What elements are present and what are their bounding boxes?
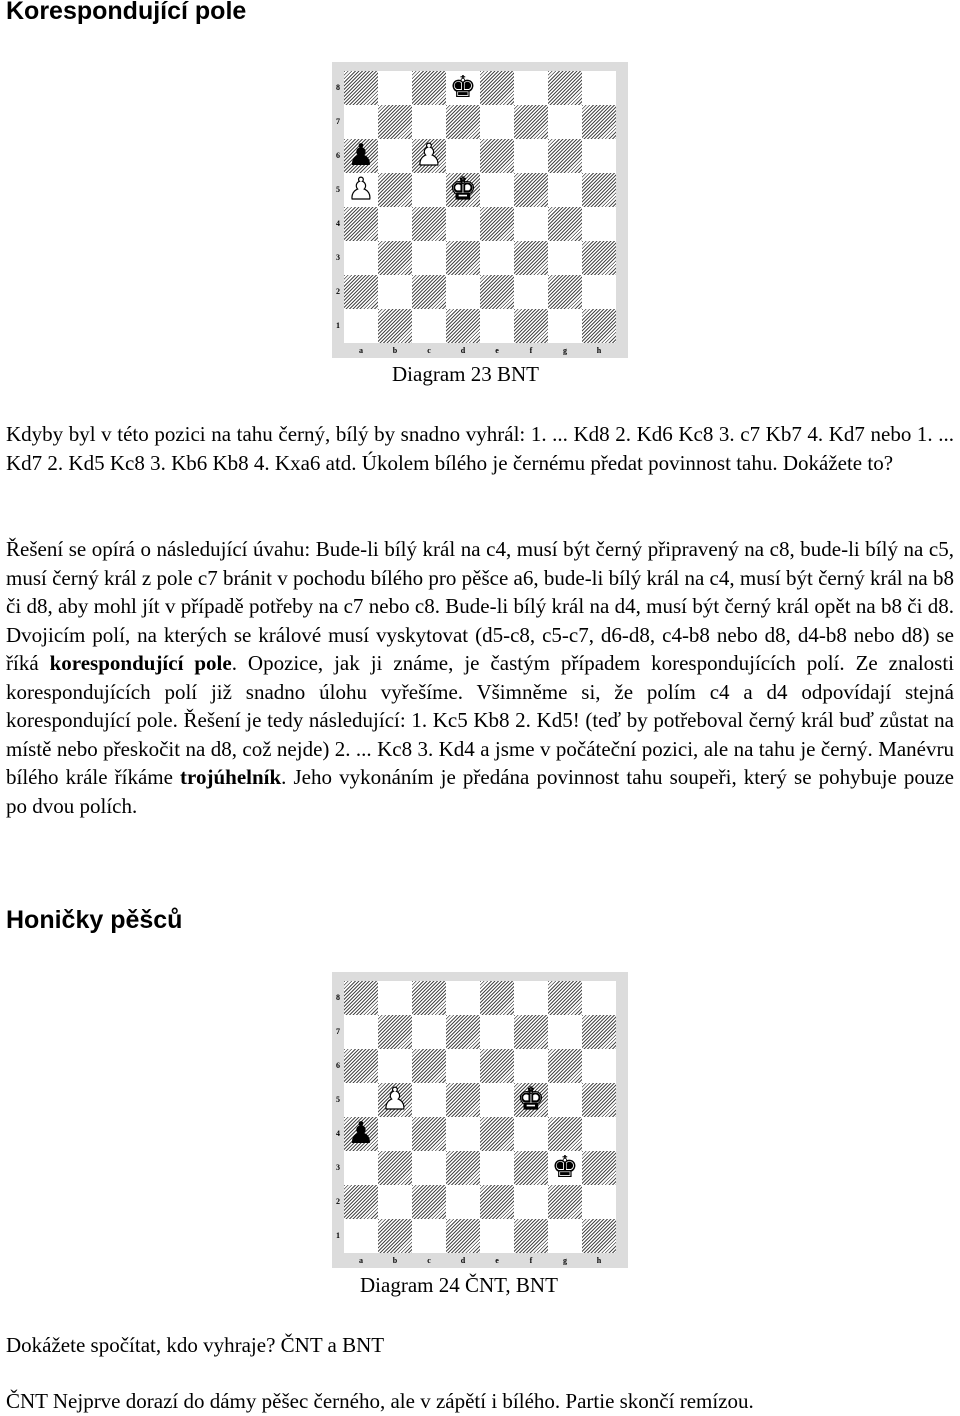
file-label: b (392, 1256, 398, 1265)
square-b1 (378, 1219, 412, 1253)
square-e7 (480, 1015, 514, 1049)
answer-text: ČNT Nejprve dorazí do dámy pěšec černého, ale v zápětí i bílého. Partie skončí remízou. (6, 1389, 754, 1413)
square-c7 (412, 1015, 446, 1049)
square-g5 (548, 1083, 582, 1117)
square-b8 (378, 981, 412, 1015)
square-d1 (446, 1219, 480, 1253)
square-g2 (548, 1185, 582, 1219)
square-a4 (344, 207, 378, 241)
square-d3 (446, 1151, 480, 1185)
square-d4 (446, 1117, 480, 1151)
square-b6 (378, 1049, 412, 1083)
square-e3 (480, 241, 514, 275)
square-h1 (582, 309, 616, 343)
square-g8 (548, 981, 582, 1015)
square-f1 (514, 1219, 548, 1253)
square-e6 (480, 1049, 514, 1083)
diagram-caption: Diagram 24 ČNT, BNT (360, 1273, 558, 1297)
file-label: a (359, 1256, 363, 1265)
term-korespondujici-pole: korespondující pole (49, 651, 232, 675)
file-label: g (563, 346, 567, 355)
rank-label: 1 (336, 1231, 340, 1240)
file-label: d (460, 346, 466, 355)
black-king-icon: ♚ (449, 70, 477, 105)
square-e5 (480, 1083, 514, 1117)
square-c3 (412, 1151, 446, 1185)
square-g4 (548, 1117, 582, 1151)
square-c4 (412, 207, 446, 241)
square-h7 (582, 1015, 616, 1049)
square-b8 (378, 71, 412, 105)
square-d7 (446, 1015, 480, 1049)
square-d7 (446, 105, 480, 139)
file-label: h (596, 346, 602, 355)
chess-board (344, 71, 616, 343)
square-h8 (582, 71, 616, 105)
square-d5 (446, 173, 480, 207)
file-label: c (427, 1256, 431, 1265)
black-pawn-icon: ♟ (347, 1116, 375, 1151)
file-label: c (427, 346, 431, 355)
black-king-icon: ♚ (551, 1150, 579, 1185)
square-a7 (344, 1015, 378, 1049)
square-h6 (582, 139, 616, 173)
square-d5 (446, 1083, 480, 1117)
square-c8 (412, 981, 446, 1015)
square-a8 (344, 71, 378, 105)
file-label: f (529, 1256, 533, 1265)
square-e1 (480, 1219, 514, 1253)
square-f5 (514, 173, 548, 207)
solution-text-2: . Opozice, jak ji známe, je častým případem korespondujících polí. Ze znalosti korespondujících polí již snadno úlohu vyřešíme. Všimněme si, že polím c4 a d4 odpovídají stejná korespondující pole. Řešení je tedy následující: 1. Kc5 Kb8 2. Kd5! (teď by potřeboval černý král buď zůstat na místě nebo přeskočit na d8, což nejde) 2. ... Kc8 3. Kd4 a jsme v počáteční pozici, ale na tahu je černý. Manévru bílého krále říkáme (6, 651, 954, 789)
rank-label: 5 (336, 185, 340, 194)
rank-label: 3 (336, 253, 340, 262)
square-d1 (446, 309, 480, 343)
rank-label: 6 (336, 1061, 340, 1070)
square-e1 (480, 309, 514, 343)
section-title-korespondujici-pole: Korespondující pole (6, 0, 247, 25)
square-h4 (582, 207, 616, 241)
square-h2 (582, 275, 616, 309)
term-trojuhelnik: trojúhelník (180, 765, 282, 789)
square-b6 (378, 139, 412, 173)
file-label: e (495, 346, 499, 355)
file-label: b (392, 346, 398, 355)
square-e6 (480, 139, 514, 173)
square-f2 (514, 275, 548, 309)
square-e3 (480, 1151, 514, 1185)
section-title-honicky-pescu: Honičky pěšců (6, 906, 183, 934)
solution-text-1: Řešení se opírá o následující úvahu: Bude-li bílý král na c4, musí být černý připravený na c8, bude-li bílý na c5, musí černý král z pole c7 bránit v pochodu bílého pro pěšce a6, bude-li bílý král na c4, musí být černý král na b8 či d8, aby mohl jít v případě potřeby na c7 nebo c8. Bude-li bílý král na d4, musí být černý král opět na b8 či d8. Dvojicím polí, na kterých se králové musí vyskytovat (d5-c8, c5-c7, d6-d8, c4-b8 nebo d8, d4-b8 nebo d8) se říká (6, 537, 954, 675)
question-text: Dokážete spočítat, kdo vyhraje? ČNT a BNT (6, 1333, 385, 1357)
square-g8 (548, 71, 582, 105)
square-h1 (582, 1219, 616, 1253)
file-label: e (495, 1256, 499, 1265)
square-d2 (446, 1185, 480, 1219)
square-g6 (548, 139, 582, 173)
chess-board (344, 981, 616, 1253)
square-c6 (412, 1049, 446, 1083)
square-a1 (344, 309, 378, 343)
square-a6 (344, 139, 378, 173)
rank-label: 2 (336, 287, 340, 296)
rank-label: 2 (336, 1197, 340, 1206)
square-f4 (514, 1117, 548, 1151)
square-g1 (548, 309, 582, 343)
solution-text-3: . Jeho vykonáním je předána povinnost tahu soupeři, který se pohybuje pouze po dvou polích. (6, 765, 954, 818)
square-h6 (582, 1049, 616, 1083)
square-e8 (480, 981, 514, 1015)
chess-diagram-24 (332, 972, 628, 1268)
chess-diagram-23 (332, 62, 628, 358)
rank-label: 8 (336, 83, 340, 92)
rank-label: 8 (336, 993, 340, 1002)
square-a6 (344, 1049, 378, 1083)
square-a5 (344, 1083, 378, 1117)
square-e2 (480, 275, 514, 309)
square-g5 (548, 173, 582, 207)
square-c1 (412, 309, 446, 343)
rank-label: 4 (336, 1129, 340, 1138)
file-label: a (359, 346, 363, 355)
square-d4 (446, 207, 480, 241)
square-f3 (514, 1151, 548, 1185)
square-g1 (548, 1219, 582, 1253)
square-f6 (514, 139, 548, 173)
square-g7 (548, 105, 582, 139)
square-c7 (412, 105, 446, 139)
square-c1 (412, 1219, 446, 1253)
black-pawn-icon: ♟ (347, 138, 375, 173)
square-d3 (446, 241, 480, 275)
square-b2 (378, 1185, 412, 1219)
rank-label: 5 (336, 1095, 340, 1104)
square-h5 (582, 1083, 616, 1117)
square-f2 (514, 1185, 548, 1219)
square-c6 (412, 139, 446, 173)
square-f5 (514, 1083, 548, 1117)
square-b7 (378, 1015, 412, 1049)
square-e4 (480, 207, 514, 241)
square-e2 (480, 1185, 514, 1219)
file-label: g (563, 1256, 567, 1265)
square-c8 (412, 71, 446, 105)
square-f4 (514, 207, 548, 241)
square-e4 (480, 1117, 514, 1151)
square-e7 (480, 105, 514, 139)
square-b1 (378, 309, 412, 343)
diagram-caption: Diagram 23 BNT (392, 362, 539, 386)
square-h8 (582, 981, 616, 1015)
square-b3 (378, 241, 412, 275)
square-g3 (548, 1151, 582, 1185)
square-d6 (446, 1049, 480, 1083)
white-pawn-icon: ♟ (381, 1082, 409, 1117)
rank-label: 3 (336, 1163, 340, 1172)
square-h7 (582, 105, 616, 139)
square-a1 (344, 1219, 378, 1253)
paragraph-intro: Kdyby byl v této pozici na tahu černý, bílý by snadno vyhrál: 1. ... Kd8 2. Kd6 Kc8 3. c7 Kb7 4. Kd7 nebo 1. ... Kd7 2. Kd5 Kc8 3. Kb6 Kb8 4. Kxa6 atd. Úkolem bílého je černému předat povinnost tahu. Dokážete to? (6, 422, 954, 475)
square-f8 (514, 981, 548, 1015)
square-h2 (582, 1185, 616, 1219)
square-f3 (514, 241, 548, 275)
rank-label: 7 (336, 117, 340, 126)
square-c3 (412, 241, 446, 275)
square-f6 (514, 1049, 548, 1083)
square-d8 (446, 981, 480, 1015)
square-a8 (344, 981, 378, 1015)
square-c2 (412, 1185, 446, 1219)
square-d6 (446, 139, 480, 173)
white-pawn-icon: ♟ (415, 138, 443, 173)
rank-label: 6 (336, 151, 340, 160)
white-king-icon: ♚ (449, 172, 477, 207)
white-king-icon: ♚ (517, 1082, 545, 1117)
rank-label: 7 (336, 1027, 340, 1036)
file-label: h (596, 1256, 602, 1265)
square-b5 (378, 1083, 412, 1117)
square-f7 (514, 1015, 548, 1049)
square-h3 (582, 241, 616, 275)
square-a4 (344, 1117, 378, 1151)
square-b7 (378, 105, 412, 139)
square-a5 (344, 173, 378, 207)
square-a2 (344, 275, 378, 309)
square-b2 (378, 275, 412, 309)
square-c5 (412, 173, 446, 207)
square-g7 (548, 1015, 582, 1049)
rank-label: 4 (336, 219, 340, 228)
square-d8 (446, 71, 480, 105)
paragraph-solution (6, 535, 954, 820)
square-e8 (480, 71, 514, 105)
square-f1 (514, 309, 548, 343)
square-c4 (412, 1117, 446, 1151)
square-f7 (514, 105, 548, 139)
square-b5 (378, 173, 412, 207)
square-b4 (378, 207, 412, 241)
square-a2 (344, 1185, 378, 1219)
square-e5 (480, 173, 514, 207)
square-h3 (582, 1151, 616, 1185)
file-label: f (529, 346, 533, 355)
square-b4 (378, 1117, 412, 1151)
square-h5 (582, 173, 616, 207)
square-c5 (412, 1083, 446, 1117)
square-g4 (548, 207, 582, 241)
square-d2 (446, 275, 480, 309)
square-f8 (514, 71, 548, 105)
file-label: d (460, 1256, 466, 1265)
square-b3 (378, 1151, 412, 1185)
square-a7 (344, 105, 378, 139)
square-g6 (548, 1049, 582, 1083)
rank-label: 1 (336, 321, 340, 330)
square-h4 (582, 1117, 616, 1151)
square-c2 (412, 275, 446, 309)
square-g3 (548, 241, 582, 275)
square-g2 (548, 275, 582, 309)
square-a3 (344, 1151, 378, 1185)
square-a3 (344, 241, 378, 275)
white-pawn-icon: ♟ (347, 172, 375, 207)
